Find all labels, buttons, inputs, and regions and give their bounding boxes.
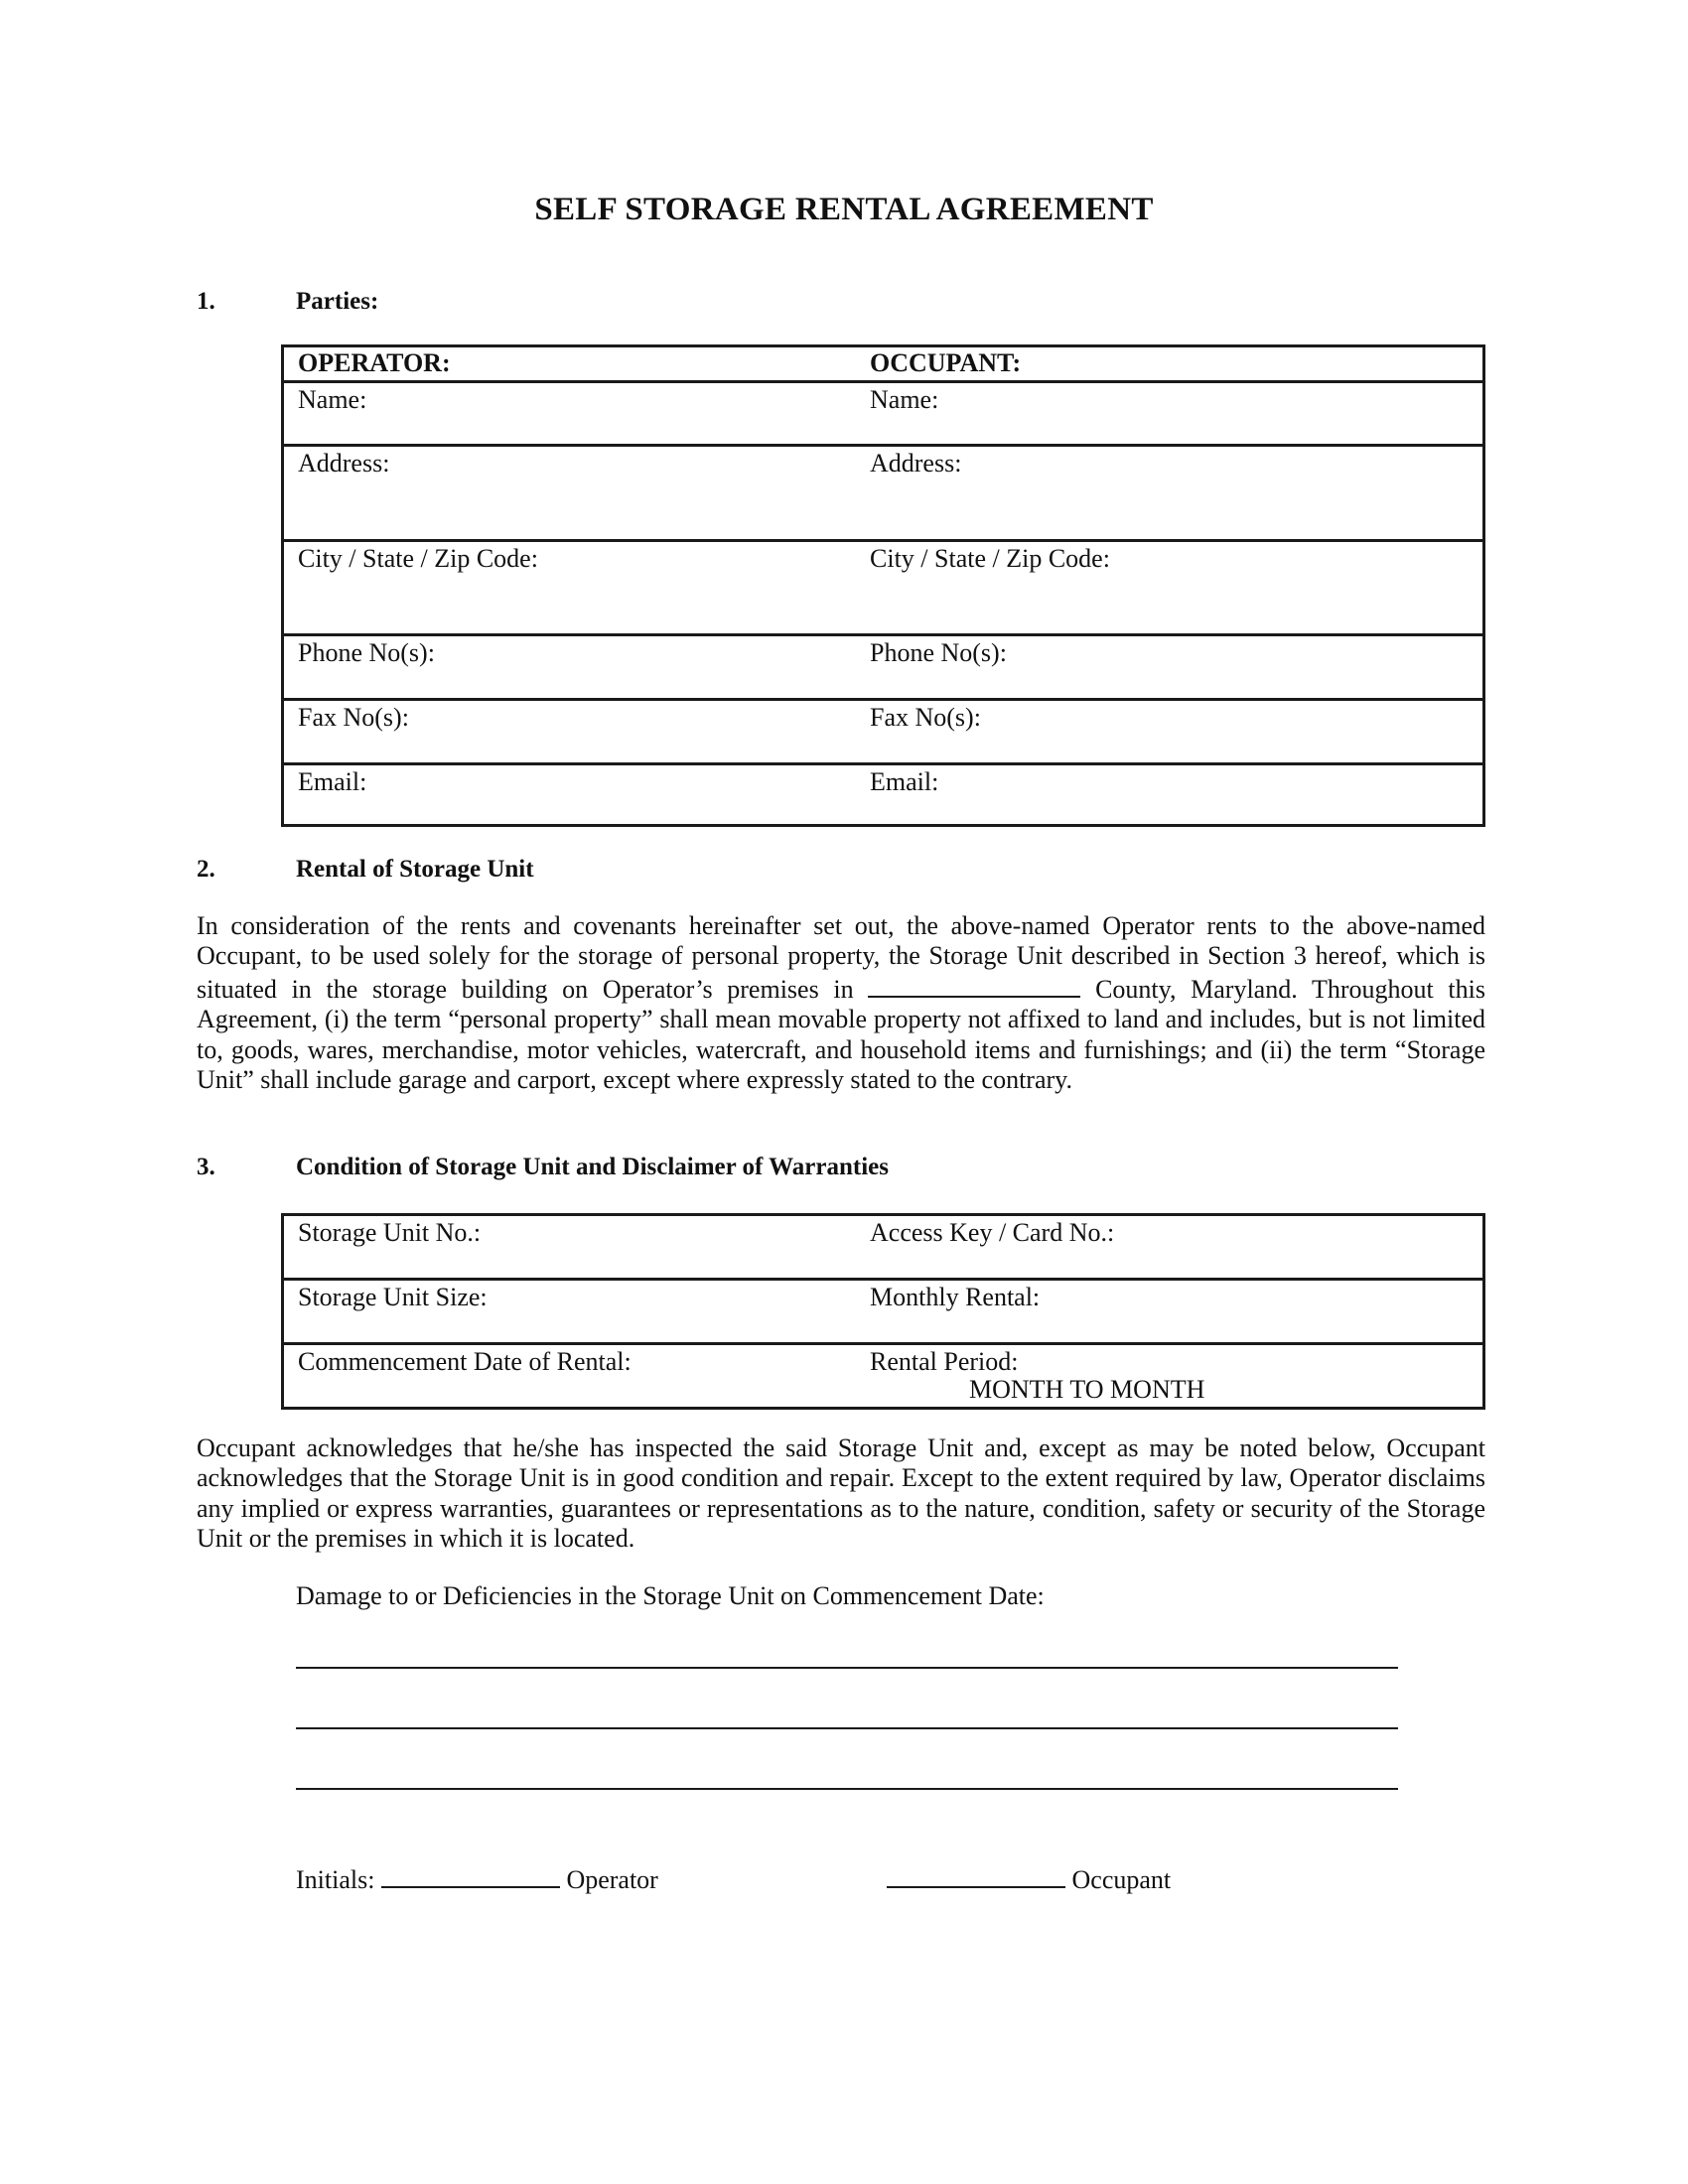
section-1-heading [197, 288, 378, 316]
occupant-header: OCCUPANT: [870, 348, 1022, 377]
parties-row-address[interactable] [284, 447, 1482, 542]
section-3-number: 3. [197, 1154, 215, 1180]
operator-name-label: Name: [298, 385, 367, 414]
unit-size-label: Storage Unit Size: [298, 1283, 488, 1311]
operator-phone-label: Phone No(s): [298, 638, 435, 667]
parties-row-fax[interactable] [284, 701, 1482, 765]
section-1-number: 1. [197, 288, 215, 315]
rental-text-part2: County, Maryland. Throughout this Agreement, (i) the term “personal property” shall mean movable property not affixed to land and includes, but is not limited to, goods, wares, merchandise, motor vehicles, watercraft, and household items and furnishings; and (ii) the term “Storage Unit” shall include garage and carport, except where expressly stated to the contrary. [197, 974, 1486, 1095]
occupant-initials-label: Occupant [1071, 1865, 1172, 1894]
access-key-label: Access Key / Card No.: [870, 1218, 1115, 1247]
section-1-title: Parties: [296, 288, 379, 315]
document-title: SELF STORAGE RENTAL AGREEMENT [534, 192, 1154, 227]
occupant-initials-line[interactable] [887, 1862, 1065, 1888]
operator-fax-label: Fax No(s): [298, 703, 409, 732]
operator-initials [296, 1862, 658, 1895]
operator-header: OPERATOR: [298, 348, 451, 377]
rental-paragraph [197, 911, 1485, 1095]
operator-address-label: Address: [298, 449, 390, 478]
section-3-heading [197, 1154, 889, 1181]
rental-period-label: Rental Period: [870, 1347, 1019, 1376]
unit-no-label: Storage Unit No.: [298, 1218, 482, 1247]
occupant-city-label: City / State / Zip Code: [870, 544, 1110, 573]
damage-label: Damage to or Deficiencies in the Storage Unit on Commencement Date: [296, 1581, 1045, 1610]
unit-row-2[interactable] [284, 1281, 1482, 1345]
occupant-name-label: Name: [870, 385, 939, 414]
storage-unit-table [281, 1213, 1485, 1410]
commencement-label: Commencement Date of Rental: [298, 1347, 632, 1376]
parties-row-city[interactable] [284, 542, 1482, 636]
parties-row-phone[interactable] [284, 636, 1482, 701]
rental-period-value: MONTH TO MONTH [969, 1375, 1205, 1404]
operator-initials-line[interactable] [381, 1862, 560, 1888]
damage-line-1[interactable] [296, 1667, 1398, 1669]
operator-email-label: Email: [298, 767, 367, 796]
county-blank[interactable] [868, 972, 1080, 998]
occupant-phone-label: Phone No(s): [870, 638, 1007, 667]
occupant-initials [887, 1862, 1171, 1895]
parties-table [281, 344, 1485, 827]
section-2-number: 2. [197, 856, 215, 883]
parties-row-email[interactable] [284, 765, 1482, 824]
occupant-address-label: Address: [870, 449, 962, 478]
unit-row-3[interactable] [284, 1345, 1482, 1407]
section-2-heading [197, 856, 534, 884]
parties-row-name[interactable] [284, 383, 1482, 447]
parties-header-row [284, 347, 1482, 383]
operator-city-label: City / State / Zip Code: [298, 544, 538, 573]
section-3-title: Condition of Storage Unit and Disclaimer of Warranties [296, 1154, 889, 1180]
operator-initials-label: Operator [566, 1865, 658, 1894]
section-2-title: Rental of Storage Unit [296, 856, 534, 883]
occupant-fax-label: Fax No(s): [870, 703, 981, 732]
monthly-rental-label: Monthly Rental: [870, 1283, 1041, 1311]
damage-line-2[interactable] [296, 1727, 1398, 1729]
damage-line-3[interactable] [296, 1788, 1398, 1790]
initials-label: Initials: [296, 1865, 375, 1894]
rental-text-part1: In consideration of the rents and covenants hereinafter set out, the above-named Operator rents to the above-named Occupant, to be used solely for the storage of personal property, the Storage Unit described in Section 3 hereof, which is situated in the storage building on Operator’s premises in [197, 911, 1485, 1004]
unit-row-1[interactable] [284, 1216, 1482, 1281]
acknowledgement-paragraph: Occupant acknowledges that he/she has inspected the said Storage Unit and, except as may be noted below, Occupant acknowledges that the Storage Unit is in good condition and repair. Except to the extent required by law, Operator disclaims any implied or express warranties, guarantees or representations as to the nature, condition, safety or security of the Storage Unit or the premises in which it is located. [197, 1433, 1485, 1554]
occupant-email-label: Email: [870, 767, 939, 796]
